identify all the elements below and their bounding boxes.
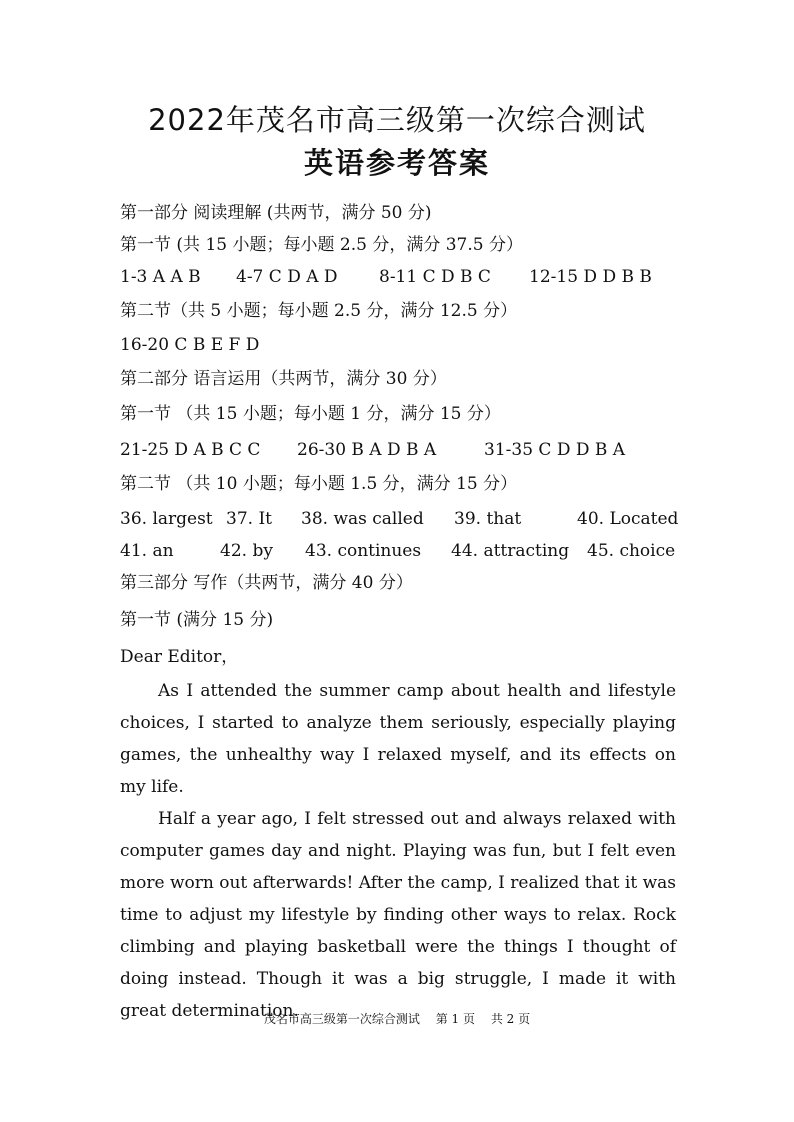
footer-page-total: 共 2 页 [490,1012,531,1026]
answer-item: 40. Located [577,509,679,529]
letter-paragraph: Half a year ago, I felt stressed out and always relaxed with computer games day and night. Playing was fun, but I felt even more worn out afterwards! After the camp, I realized that it was time to adjust my lifestyle by finding other ways to relax. Rock climbing and playing basketball were the things I thought of doing instead. Though it was a big struggle, I made it with great determination. [120,809,676,1021]
answer-group: 26-30 B A D B A [297,440,437,460]
footer-exam-name: 茂名市高三级第一次综合测试 [263,1012,420,1026]
answer-group: 31-35 C D D B A [484,440,626,460]
answer-item: 45. choice [587,541,676,561]
letter-salutation: Dear Editor， [120,647,239,667]
part1-sec2-heading: 第二节（共 5 小题；每小题 2.5 分，满分 12.5 分） [120,301,518,321]
answer-group: 8-11 C D B C [379,267,491,287]
letter-body [120,675,676,1027]
part3-sec1-heading: 第一节 (满分 15 分) [120,610,274,630]
page-subtitle: 英语参考答案 [303,146,490,180]
answer-item: 41. an [120,541,174,561]
part2-sec1-heading: 第一节 （共 15 小题；每小题 1 分，满分 15 分） [120,404,501,424]
part2-sec2-heading: 第二节 （共 10 小题；每小题 1.5 分，满分 15 分） [120,474,518,494]
part1-heading: 第一部分 阅读理解 (共两节，满分 50 分) [120,203,432,223]
answer-group: 21-25 D A B C C [120,440,261,460]
answer-group: 1-3 A A B [120,267,201,287]
footer-page-number: 第 1 页 [435,1012,475,1026]
answer-item: 38. was called [301,509,424,529]
answer-item: 43. continues [305,541,422,561]
part2-heading: 第二部分 语言运用（共两节，满分 30 分） [120,369,447,389]
answer-item: 36. largest [120,509,213,529]
answer-item: 44. attracting [451,541,570,561]
part1-sec2-answers: 16-20 C B E F D [120,335,260,355]
answer-item: 42. by [220,541,273,561]
answer-group: 12-15 D D B B [529,267,652,287]
letter-paragraph: As I attended the summer camp about health and lifestyle choices, I started to analyze them seriously, especially playing games, the unhealthy way I relaxed myself, and its effects on my life. [120,681,676,797]
part1-sec1-heading: 第一节 (共 15 小题；每小题 2.5 分，满分 37.5 分） [120,235,523,255]
page-footer [0,1010,794,1027]
answer-item: 37. It [226,509,272,529]
answer-group: 4-7 C D A D [236,267,338,287]
page-title: 2022年茂名市高三级第一次综合测试 [148,103,646,137]
answer-item: 39. that [454,509,522,529]
part3-heading: 第三部分 写作（共两节，满分 40 分） [120,573,413,593]
